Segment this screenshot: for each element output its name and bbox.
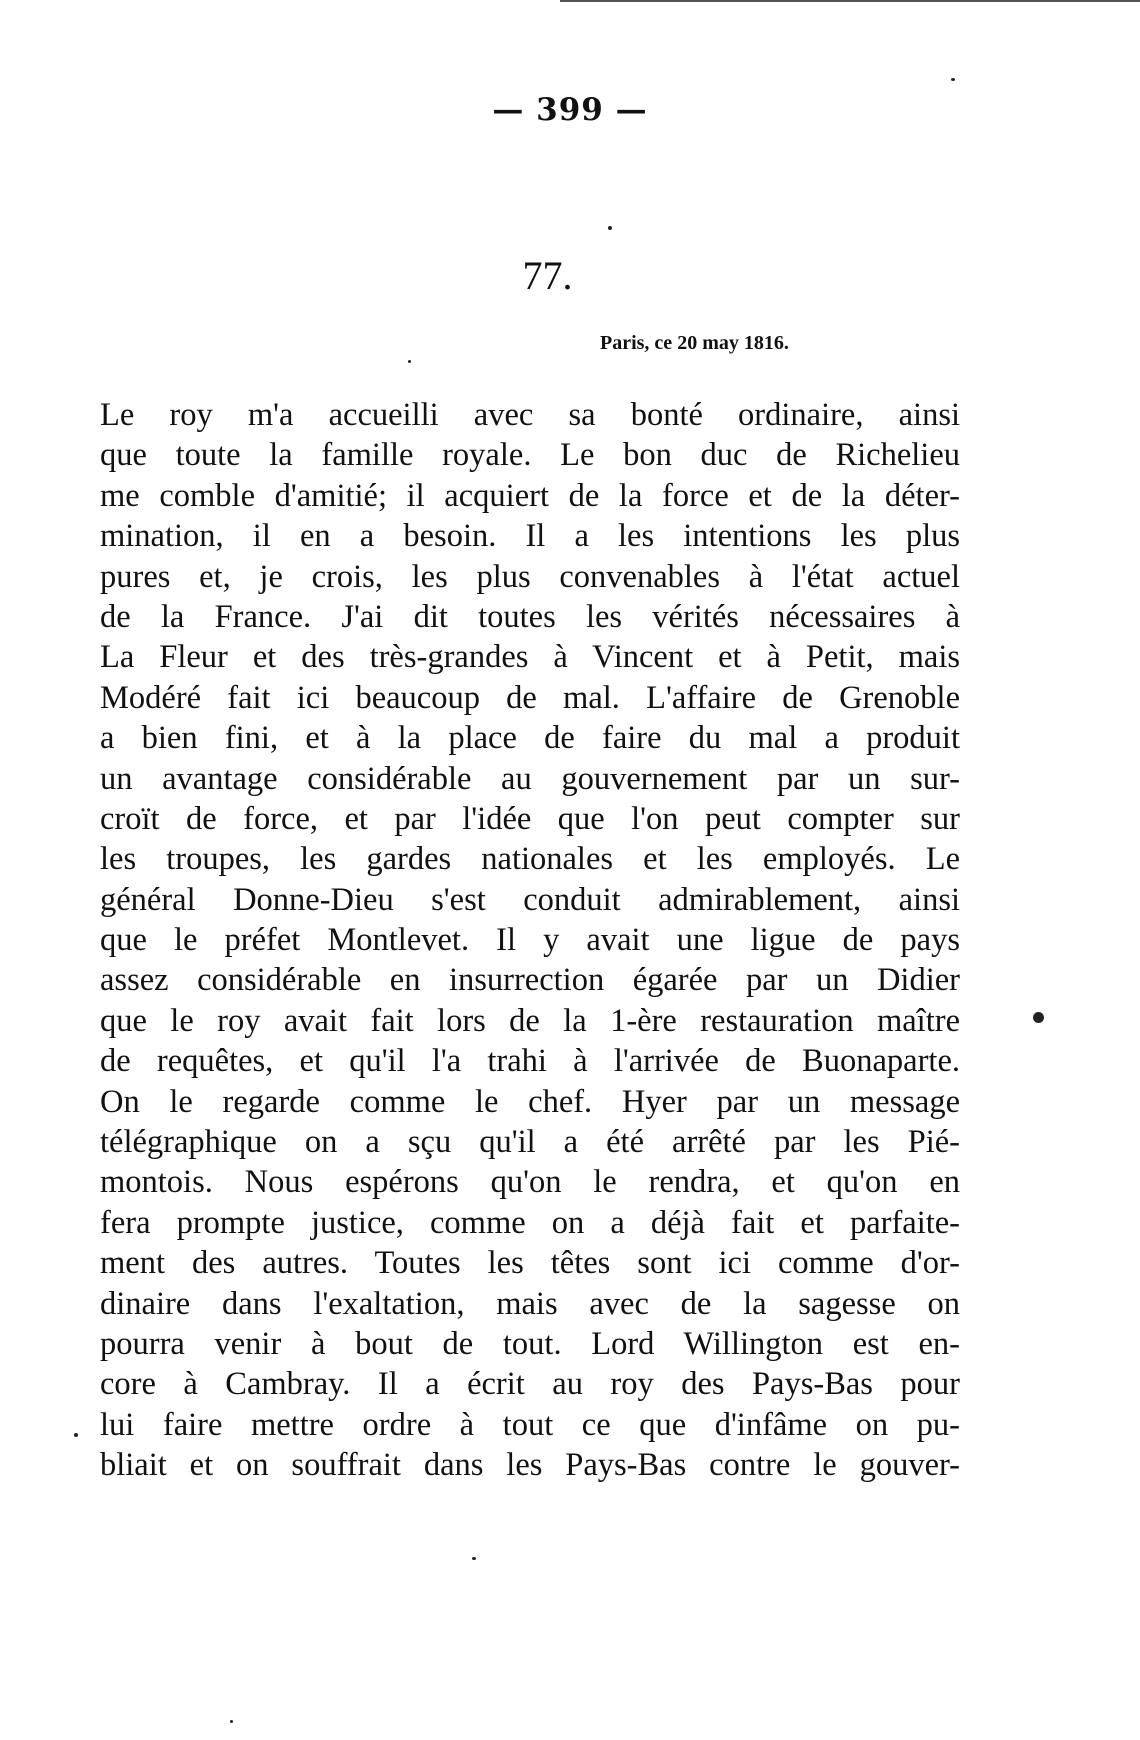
body-line: un avantage considérable au gouvernement par un sur- (100, 760, 960, 797)
body-line: de requêtes, et qu'il l'a trahi à l'arrivée de Buonaparte. (100, 1043, 960, 1080)
letter-body (100, 395, 960, 1486)
body-line: Le roy m'a accueilli avec sa bonté ordinaire, ainsi (100, 397, 960, 433)
letter-number: 77. (522, 253, 573, 298)
body-line: que le roy avait fait lors de la 1-ère restauration maître (100, 1002, 960, 1039)
body-line: montois. Nous espérons qu'on le rendra, et qu'on en (100, 1164, 960, 1201)
body-line: que le préfet Montlevet. Il y avait une ligue de pays (100, 922, 960, 959)
body-line: que toute la famille royale. Le bon duc de Richelieu (100, 437, 960, 474)
scan-speck (472, 1557, 476, 1560)
body-line: pures et, je crois, les plus convenables à l'état actuel (100, 558, 960, 595)
body-line: assez considérable en insurrection égarée par un Didier (100, 962, 960, 999)
body-line: fera prompte justice, comme on a déjà fait et parfaite- (100, 1204, 960, 1241)
body-line: les troupes, les gardes nationales et les employés. Le (100, 841, 960, 878)
body-line: dinaire dans l'exaltation, mais avec de la sagesse on (100, 1285, 960, 1322)
body-line: pourra venir à bout de tout. Lord Willington est en- (100, 1325, 960, 1362)
page-number: — 399 — (492, 92, 648, 128)
body-line: de la France. J'ai dit toutes les vérités nécessaires à (100, 598, 960, 635)
scan-speck (1033, 1012, 1044, 1023)
scan-speck (608, 226, 612, 230)
scan-speck (408, 360, 411, 363)
body-line: On le regarde comme le chef. Hyer par un message (100, 1083, 960, 1120)
scan-speck (230, 1720, 233, 1723)
body-line: ment des autres. Toutes les têtes sont ici comme d'or- (100, 1245, 960, 1282)
body-line: bliait et on souffrait dans les Pays-Bas contre le gouver- (100, 1447, 960, 1484)
body-line: général Donne-Dieu s'est conduit admirablement, ainsi (100, 881, 960, 918)
body-line: croït de force, et par l'idée que l'on peut compter sur (100, 800, 960, 837)
scan-speck (951, 78, 955, 81)
body-line: La Fleur et des très-grandes à Vincent et à Petit, mais (100, 639, 960, 676)
dateline: Paris, ce 20 may 1816. (600, 332, 789, 354)
body-line: lui faire mettre ordre à tout ce que d'infâme on pu- (100, 1406, 960, 1443)
scan-speck (74, 1433, 78, 1437)
body-line: a bien fini, et à la place de faire du mal a produit (100, 720, 960, 757)
body-line: Modéré fait ici beaucoup de mal. L'affaire de Grenoble (100, 679, 960, 716)
body-line: télégraphique on a sçu qu'il a été arrêté par les Pié- (100, 1124, 960, 1161)
top-edge-rule (560, 0, 1140, 2)
body-line: core à Cambray. Il a écrit au roy des Pays-Bas pour (100, 1366, 960, 1403)
body-line: mination, il en a besoin. Il a les intentions les plus (100, 518, 960, 555)
body-line: me comble d'amitié; il acquiert de la force et de la déter- (100, 477, 960, 514)
